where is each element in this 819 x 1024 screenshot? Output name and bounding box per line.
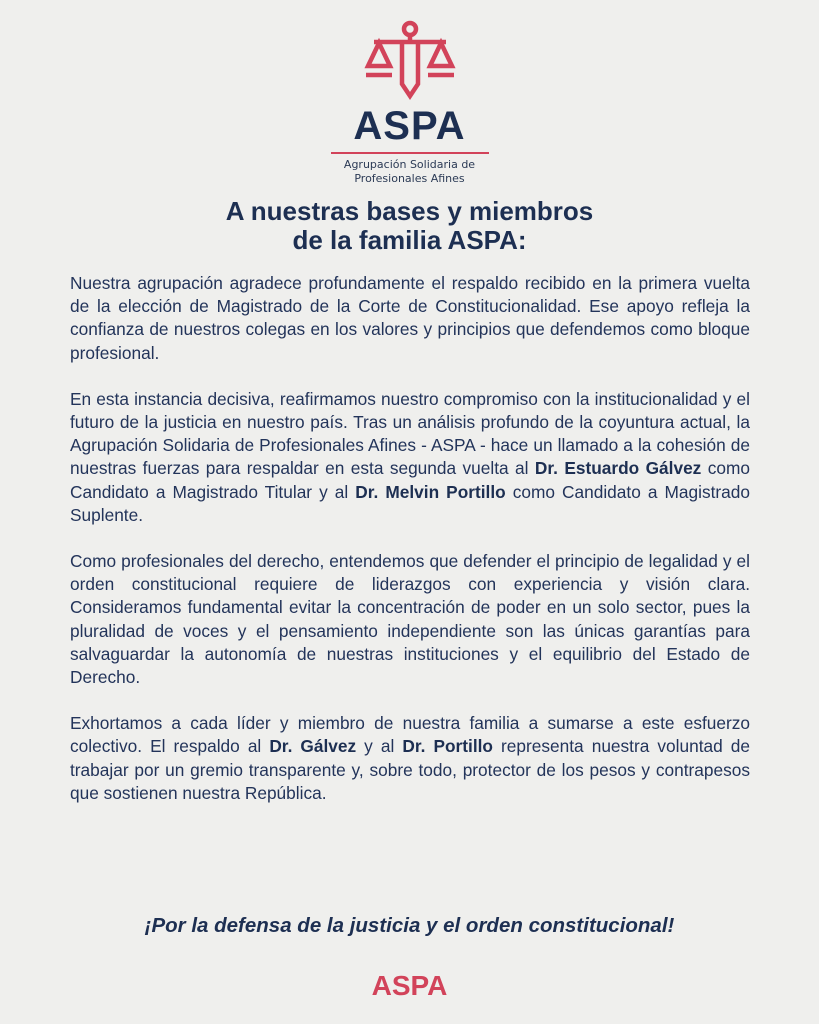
page-title xyxy=(0,197,819,255)
paragraph-text: representa nuestra voluntad de trabajar por un gremio transparente y, sobre todo, protector de los pesos y contrapesos que sostienen nuestra República. xyxy=(70,736,750,803)
candidate-name: Dr. Melvin Portillo xyxy=(355,481,506,502)
footer-brand: ASPA xyxy=(371,970,448,1001)
paragraph-text: y al xyxy=(356,736,403,757)
logo-subtitle-2: Profesionales Afines xyxy=(354,172,465,185)
logo-wordmark: ASPA xyxy=(353,104,466,148)
paragraph-text: En esta instancia decisiva, reafirmamos nuestro compromiso con la institucionalidad y el futuro de la justicia en nuestro país. Tras un análisis profundo de la coyuntura actual, la Agrupación Solidaria de Profesionales Afines - ASPA - hace un llamado a la cohesión de nuestras fuerzas para respaldar en esta segunda vuelta al xyxy=(70,388,750,479)
paragraph xyxy=(70,550,750,689)
candidate-name: Dr. Estuardo Gálvez xyxy=(534,458,702,479)
candidate-name: Dr. Portillo xyxy=(402,736,493,757)
paragraph-text: Nuestra agrupación agradece profundamente el respaldo recibido en la primera vuelta de la elección de Magistrado de la Corte de Constitucionalidad. Ese apoyo refleja la confianza de nuestros colegas en los valores y principios que defendemos como bloque profesional. xyxy=(70,273,750,363)
paragraph-text: Como profesionales del derecho, entendemos que defender el principio de legalidad y el orden constitucional requiere de liderazgos con experiencia y visión clara. Consideramos fundamental evitar la concentración de poder en un solo sector, pues la pluralidad de voces y el pensamiento independiente son las únicas garantías para salvaguardar la autonomía de nuestras instituciones y el equilibrio del Estado de Derecho. xyxy=(70,551,750,688)
letter-body xyxy=(70,272,750,828)
title-line-1: A nuestras bases y miembros xyxy=(225,196,594,226)
title-line-2: de la familia ASPA: xyxy=(292,225,527,255)
paragraph xyxy=(70,272,750,365)
paragraph-text: Exhortamos a cada líder y miembro de nuestra familia a sumarse a este esfuerzo colectivo. El respaldo al xyxy=(70,713,750,757)
paragraph-text: como Candidato a Magistrado Suplente. xyxy=(70,481,750,525)
paragraph xyxy=(70,388,750,527)
logo-divider xyxy=(331,152,489,154)
paragraph-text: como Candidato a Magistrado Titular y al xyxy=(70,458,750,502)
paragraph xyxy=(70,712,750,805)
scales-of-justice-icon xyxy=(362,20,458,104)
candidate-name: Dr. Gálvez xyxy=(269,736,357,757)
aspa-logo xyxy=(0,20,819,186)
slogan: ¡Por la defensa de la justicia y el orden constitucional! xyxy=(144,914,675,937)
logo-subtitle-1: Agrupación Solidaria de xyxy=(343,158,476,171)
